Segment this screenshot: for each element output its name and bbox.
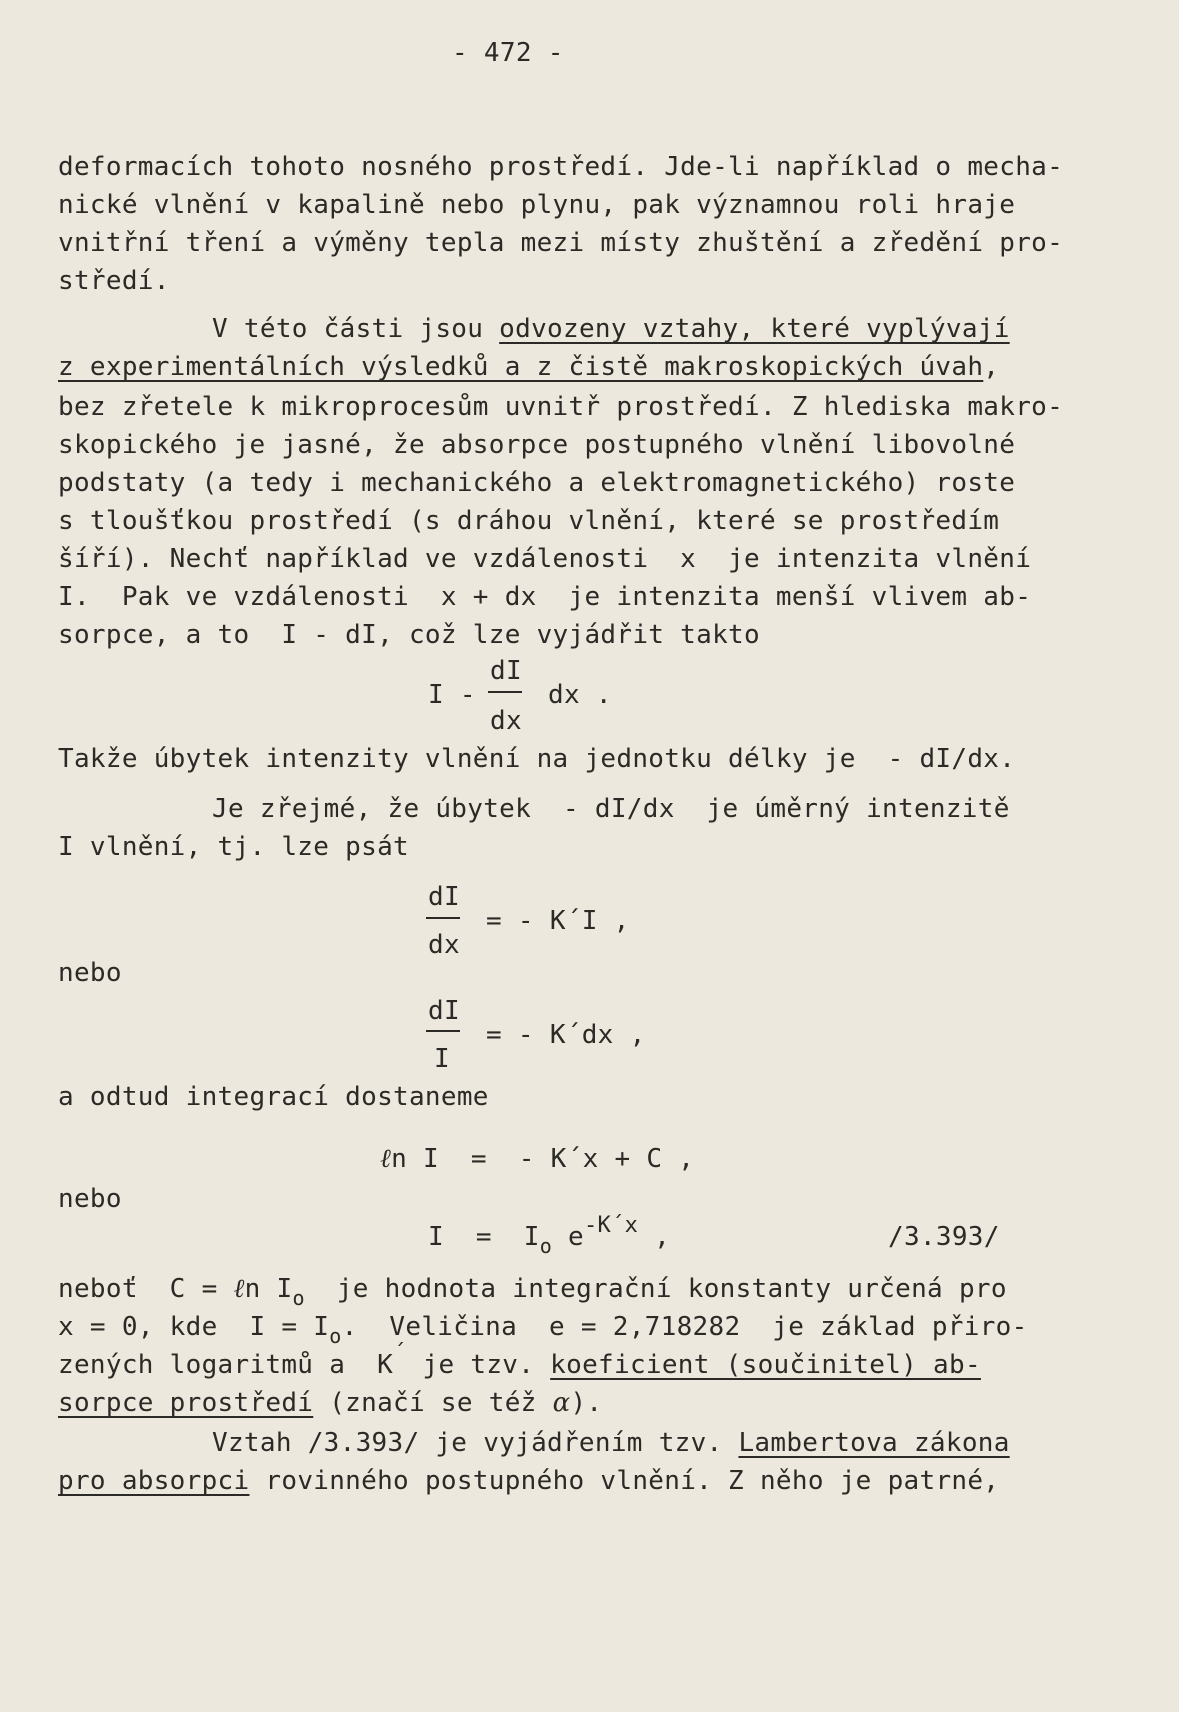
text-line: s tloušťkou prostředí (s dráhou vlnění, které se prostředím: [58, 506, 1000, 536]
fraction-denominator: I: [434, 1044, 450, 1074]
text-line: vnitřní tření a výměny tepla mezi místy zhuštění a zředění pro-: [58, 228, 1064, 258]
fraction-numerator: dI: [428, 996, 460, 1026]
text-line: sorpce prostředí (značí se též α).: [58, 1388, 603, 1418]
underlined-text: Lambertova zákona: [738, 1428, 1010, 1458]
underlined-text: z experimentálních výsledků a z čistě makroskopických úvah: [58, 352, 984, 382]
text-line: neboť C = ℓn $I_o$ je hodnota integrační konstanty určená pro: [58, 1274, 1007, 1310]
equation-4: ℓn I = - K´x + C ,: [380, 1144, 695, 1174]
underlined-text: koeficient (součinitel) ab-: [550, 1350, 981, 1380]
text-line: a odtud integrací dostaneme: [58, 1082, 489, 1112]
text-line: x = 0, kde $I = I_o$. Veličina e = 2,718282 je základ přiro-: [58, 1312, 1028, 1348]
ell-symbol: ℓ: [233, 1274, 245, 1304]
page-number: - 472 -: [452, 38, 564, 68]
text-line: Je zřejmé, že úbytek - dI/dx je úměrný intenzitě: [212, 794, 1010, 824]
text-line: z experimentálních výsledků a z čistě makroskopických úvah,: [58, 352, 1000, 382]
text-line: I vlnění, tj. lze psát: [58, 832, 409, 862]
fraction-numerator: dI: [428, 882, 460, 912]
text-line: nebo: [58, 1184, 122, 1214]
equation-5: $I = I_o$ $e^{-K´x}$ ,: [428, 1213, 671, 1258]
fraction-denominator: dx: [428, 930, 460, 960]
text-line: středí.: [58, 266, 170, 296]
text-line: I. Pak ve vzdálenosti x + dx je intenzita menší vlivem ab-: [58, 582, 1032, 612]
text-line: Takže úbytek intenzity vlnění na jednotku délky je - dI/dx.: [58, 744, 1016, 774]
fraction-denominator: dx: [490, 706, 522, 736]
text-line: Vztah /3.393/ je vyjádřením tzv. Lambertova zákona: [212, 1428, 1010, 1458]
text-line: sorpce, a to I - dI, což lze vyjádřit takto: [58, 620, 760, 650]
text-line: pro absorpci rovinného postupného vlnění. Z něho je patrné,: [58, 1466, 1000, 1496]
text-line: deformacích tohoto nosného prostředí. Jde-li například o mecha-: [58, 152, 1064, 182]
text-line: nebo: [58, 958, 122, 988]
text-line: nické vlnění v kapalině nebo plynu, pak významnou roli hraje: [58, 190, 1016, 220]
text-line: bez zřetele k mikroprocesům uvnitř prostředí. Z hlediska makro-: [58, 392, 1064, 422]
text-line: zených logaritmů a K´ je tzv. koeficient (součinitel) ab-: [58, 1341, 981, 1380]
ell-symbol: ℓ: [380, 1144, 392, 1174]
fraction-bar: [426, 917, 460, 919]
underlined-text: odvozeny vztahy, které vyplývají: [499, 314, 1010, 344]
fraction-bar: [488, 691, 522, 693]
text-line: skopického je jasné, že absorpce postupného vlnění libovolné: [58, 430, 1016, 460]
text-line: V této části jsou odvozeny vztahy, které vyplývají: [212, 314, 1010, 344]
underlined-text: pro absorpci: [58, 1466, 250, 1496]
fraction-bar: [426, 1030, 460, 1032]
text-line: podstaty (a tedy i mechanického a elektromagnetického) roste: [58, 468, 1016, 498]
fraction-numerator: dI: [490, 656, 522, 686]
underlined-text: sorpce prostředí: [58, 1388, 314, 1418]
alpha-symbol: α: [552, 1388, 571, 1418]
equation-label: /3.393/: [888, 1222, 1000, 1252]
document-page: - 472 - deformacích tohoto nosného prostředí. Jde-li například o mecha- nické vlnění v kapalině nebo plynu, pak významnou roli hraje vnitřní tření a výměny tepla mezi místy zhuštění a zředění pro- středí. V této části jsou odvozeny vztahy, které vyplývají z experimentálních výsledků a z čistě makroskopických úvah, bez zřetele k mikroprocesům uvnitř prostředí. Z hlediska makro- skopického je jasné, že absorpce postupného vlnění libovolné podstaty (a tedy i mechanického a elektromagnetického) roste s tloušťkou prostředí (s dráhou vlnění, které se prostředím šíří). Nechť například ve vzdálenosti x je intenzita vlnění I. Pak ve vzdálenosti x + dx je intenzita menší vlivem ab- sorpce, a to I - dI, což lze vyjádřit takto I - dI dx dx . Takže úbytek intenzity vlnění na jednotku délky je - dI/dx. Je zřejmé, že úbytek - dI/dx je úměrný intenzitě I vlnění, tj. lze psát dI dx = - K´I , nebo dI I = - K´dx , a odtud integrací dostaneme ℓn I = - K´x + C , nebo $I = I_o$ $e^{-K´x}$ , /3.393/ neboť C = ℓn $I_o$ je hodnota integrační konstanty určená pro x = 0, kde $I = I_o$. Veličina e = 2,718282 je základ přiro- zených logaritmů a K´ je tzv. koeficient (součinitel) ab- sorpce prostředí (značí se též α). Vztah /3.393/ je vyjádřením tzv. Lambertova zákona pro absorpci rovinného postupného vlnění. Z něho je patrné,: [58, 38, 1064, 1496]
text-line: šíří). Nechť například ve vzdálenosti x je intenzita vlnění: [58, 544, 1032, 574]
